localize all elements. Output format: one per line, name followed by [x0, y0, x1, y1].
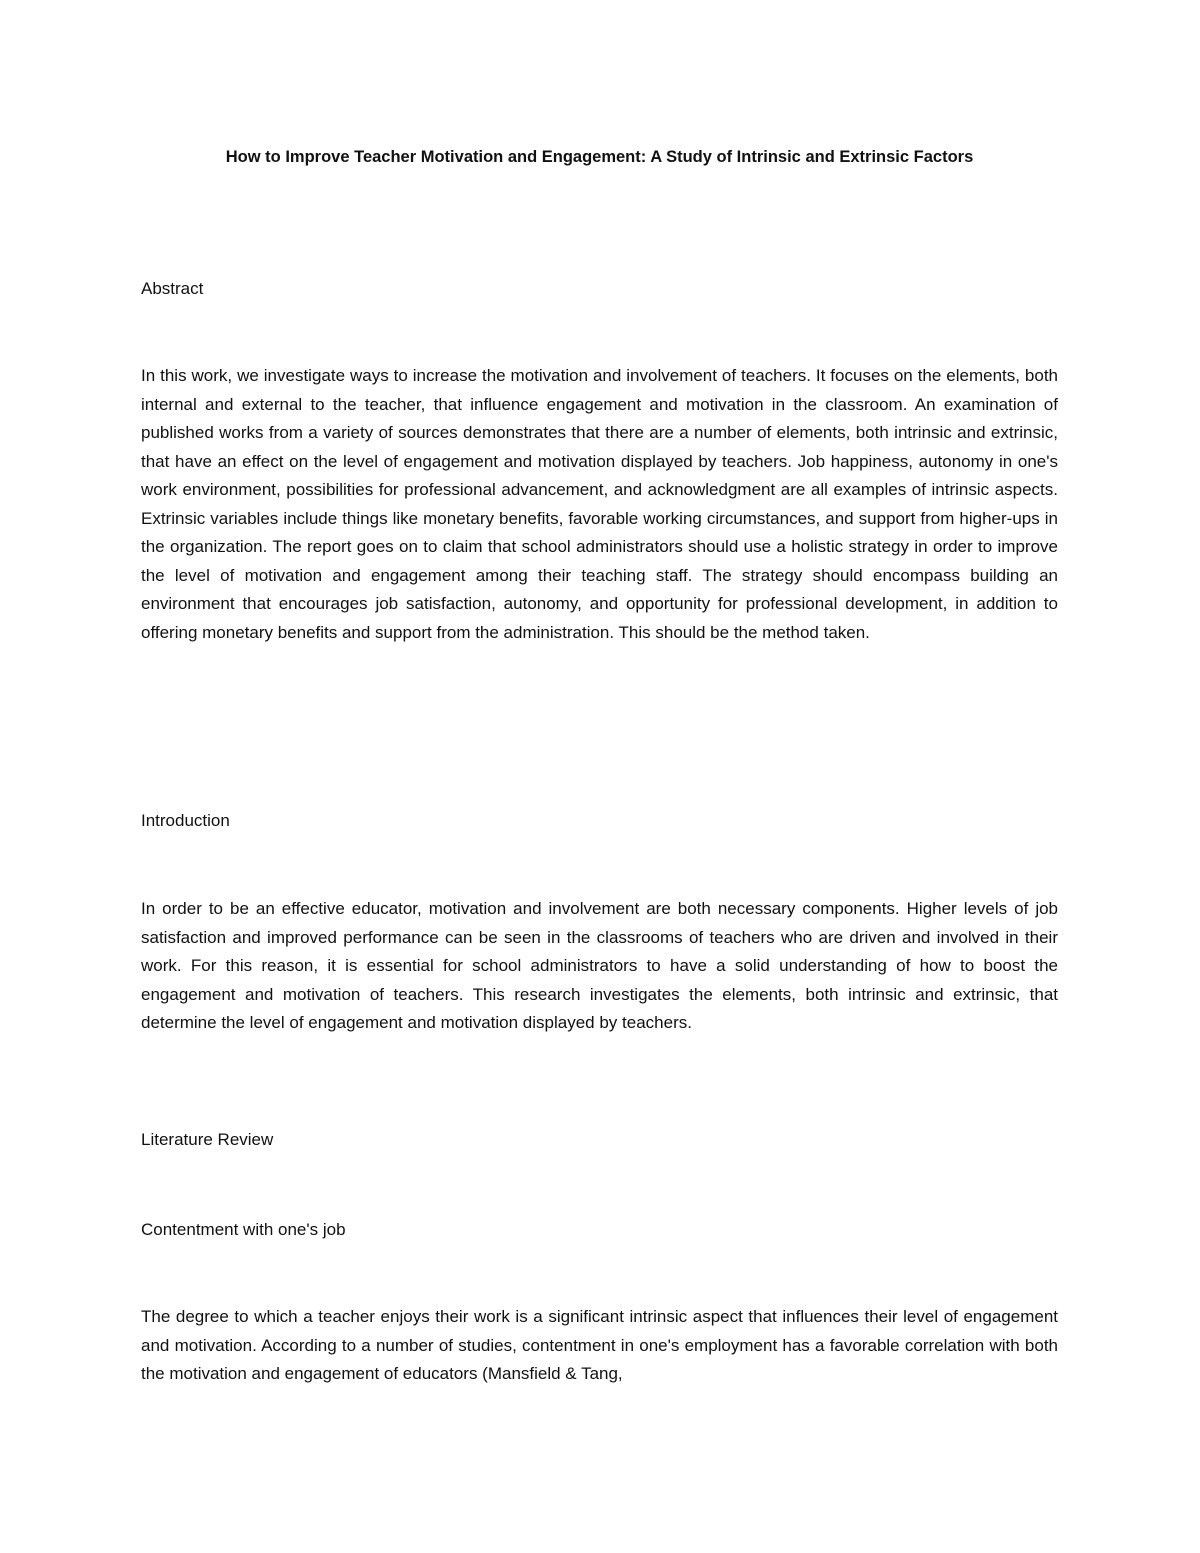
literature-review-heading: Literature Review	[141, 1130, 274, 1149]
job-contentment-paragraph: The degree to which a teacher enjoys their work is a significant intrinsic aspect that influences their level of engagement and motivation. According to a number of studies, contentment in one's employment has a favorable correlation with both the motivation and engagement of educators (Mansfield & Tang,	[141, 1307, 1058, 1383]
abstract-paragraph: In this work, we investigate ways to increase the motivation and involvement of teachers. It focuses on the elements, both internal and external to the teacher, that influence engagement and motivation in the classroom. An examination of published works from a variety of sources demonstrates that there are a number of elements, both intrinsic and extrinsic, that have an effect on the level of engagement and motivation displayed by teachers. Job happiness, autonomy in one's work environment, possibilities for professional advancement, and acknowledgment are all examples of intrinsic aspects. Extrinsic variables include things like monetary benefits, favorable working circumstances, and support from higher-ups in the organization. The report goes on to claim that school administrators should use a holistic strategy in order to improve the level of motivation and engagement among their teaching staff. The strategy should encompass building an environment that encourages job satisfaction, autonomy, and opportunity for professional development, in addition to offering monetary benefits and support from the administration. This should be the method taken.	[141, 366, 1058, 642]
introduction-paragraph: In order to be an effective educator, motivation and involvement are both necessary components. Higher levels of job satisfaction and improved performance can be seen in the classrooms of teachers who are driven and involved in their work. For this reason, it is essential for school administrators to have a solid understanding of how to boost the engagement and motivation of teachers. This research investigates the elements, both intrinsic and extrinsic, that determine the level of engagement and motivation displayed by teachers.	[141, 899, 1058, 1032]
abstract-heading: Abstract	[141, 279, 204, 298]
job-contentment-subheading: Contentment with one's job	[141, 1220, 346, 1239]
document-title: How to Improve Teacher Motivation and Engagement: A Study of Intrinsic and Extrinsic Factors	[225, 148, 974, 166]
introduction-heading: Introduction	[141, 811, 230, 830]
